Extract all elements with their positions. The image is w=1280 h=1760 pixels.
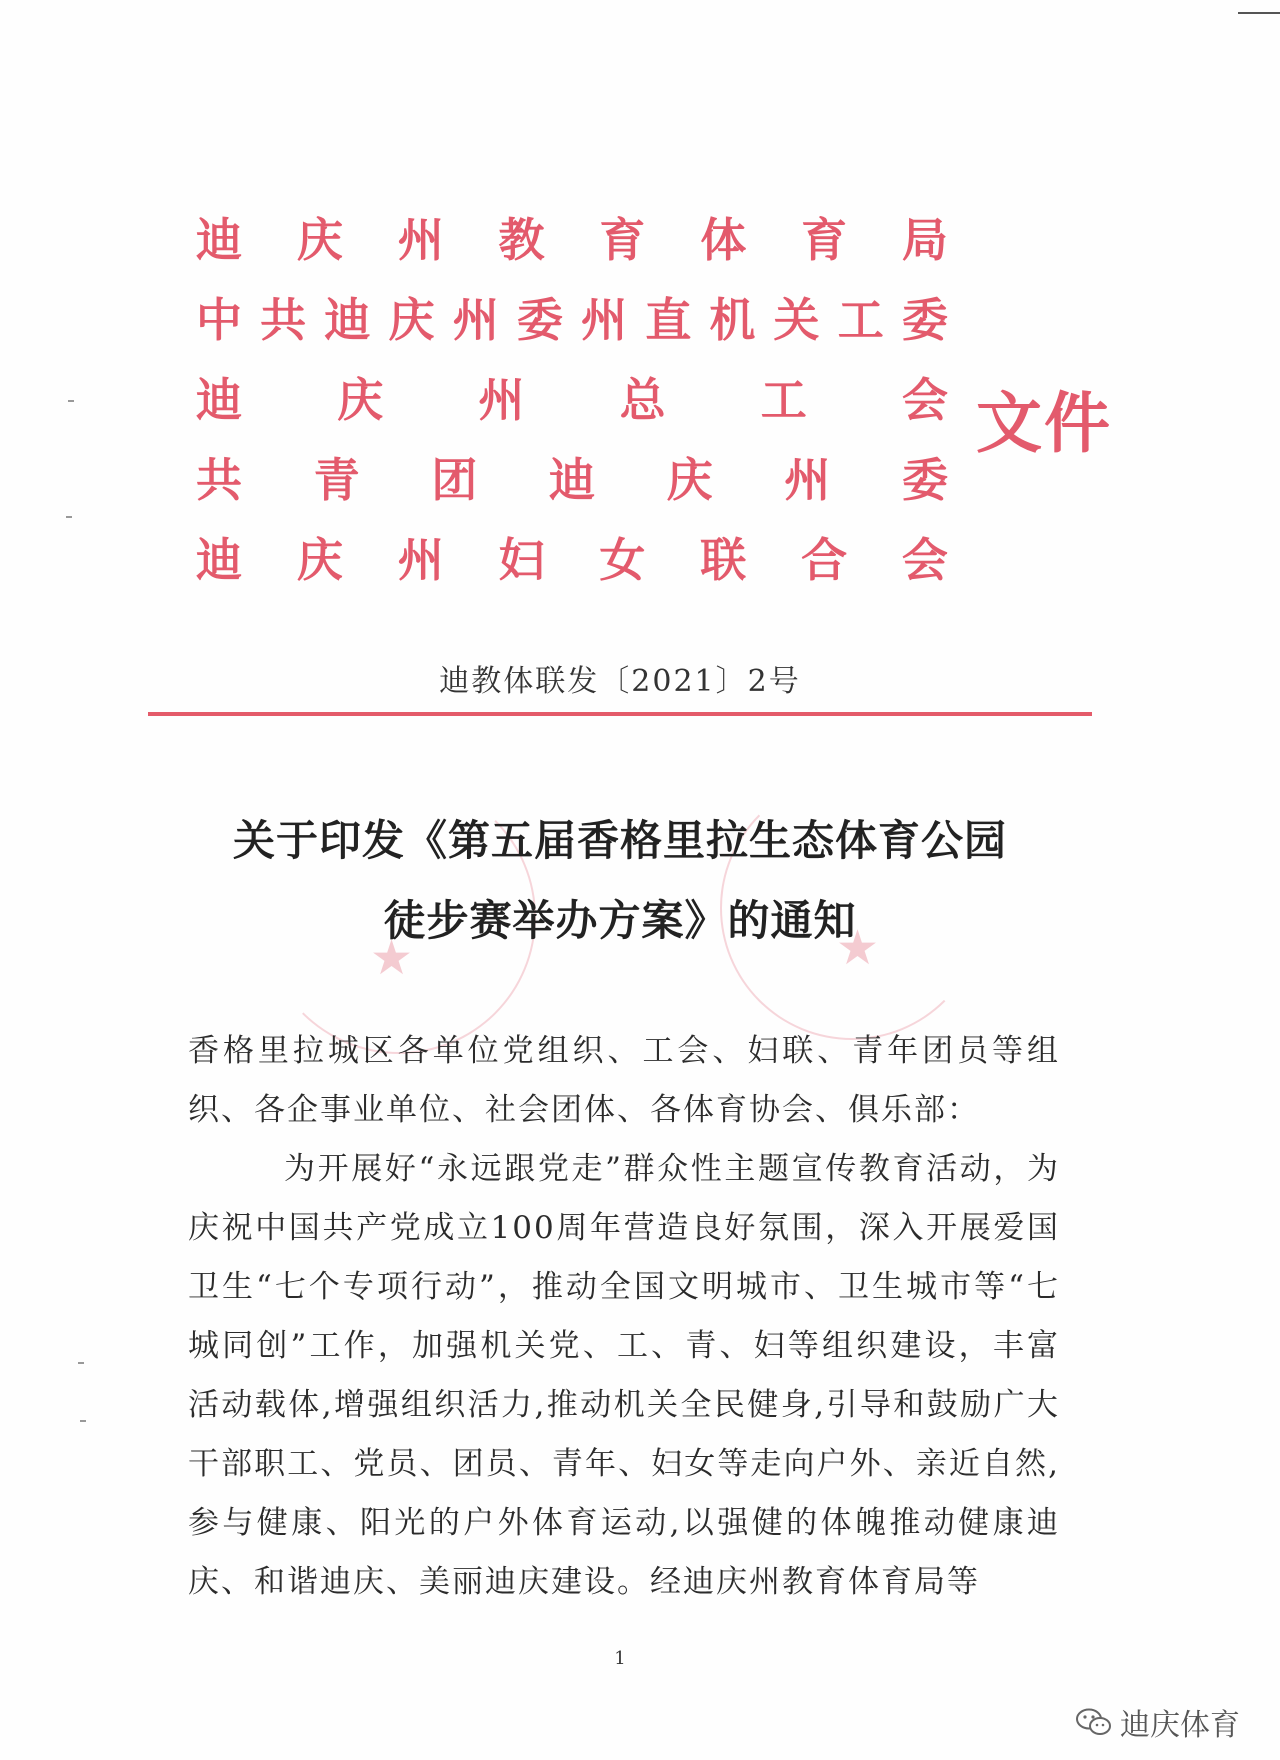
org-character: 关 [773,293,820,347]
org-character: 合 [801,533,848,587]
org-character: 庆 [388,293,435,347]
org-character: 州 [397,213,444,267]
document-type-label: 文件 [976,385,1112,462]
org-character: 委 [901,293,948,347]
org-character: 州 [581,293,628,347]
org-character: 州 [397,533,444,587]
org-character: 迪 [196,373,242,427]
org-character: 团 [431,453,478,507]
org-character: 共 [260,293,307,347]
source-watermark [1074,1700,1240,1744]
org-line [196,452,948,532]
org-character: 庆 [666,453,713,507]
org-character: 委 [901,453,948,507]
addressee-paragraph: 香格里拉城区各单位党组织、工会、妇联、青年团员等组织、各企事业单位、社会团体、各体育协会、俱乐部： [188,1033,1060,1128]
scan-corner-mark [1238,12,1280,14]
org-character: 共 [196,453,242,507]
wechat-icon [1074,1706,1114,1738]
scan-speck [80,1420,86,1422]
org-line [196,372,948,452]
org-character: 教 [498,213,545,267]
document-body [188,1022,1060,1612]
org-character: 州 [478,373,525,427]
org-character: 迪 [324,293,371,347]
org-character: 育 [599,213,646,267]
scan-speck [68,400,74,402]
watermark-text: 迪庆体育 [1120,1708,1240,1743]
org-character: 妇 [498,533,545,587]
org-character: 局 [901,213,948,267]
org-line [196,532,948,612]
org-character: 育 [801,213,848,267]
org-character: 州 [784,453,831,507]
seal-star-icon: ★ [370,930,414,986]
org-character: 庆 [296,533,343,587]
document-title-line-1: 关于印发《第五届香格里拉生态体育公园 [232,816,1007,865]
seal-star-icon: ★ [836,920,880,976]
org-character: 迪 [196,213,242,267]
org-character: 会 [901,373,948,427]
scan-speck [66,516,72,518]
org-character: 体 [700,213,747,267]
org-line [196,292,948,372]
org-character: 迪 [196,533,242,587]
org-character: 州 [452,293,499,347]
org-character: 庆 [296,213,343,267]
document-number: 迪教体联发〔2021〕2号 [439,664,801,699]
issuing-organizations [196,212,948,612]
org-character: 迪 [548,453,595,507]
org-character: 机 [709,293,756,347]
org-character: 联 [700,533,747,587]
org-character: 工 [837,293,884,347]
scan-speck [78,1362,84,1364]
org-line [196,212,948,292]
org-character: 会 [901,533,948,587]
org-character: 直 [645,293,692,347]
org-character: 工 [760,373,807,427]
org-character: 委 [516,293,563,347]
org-character: 青 [313,453,360,507]
main-paragraph: 为开展好“永远跟党走”群众性主题宣传教育活动，为庆祝中国共产党成立100周年营造良好氛围，深入开展爱国卫生“七个专项行动”，推动全国文明城市、卫生城市等“七城同创”工作，加强机关党、工、青、妇等组织建设，丰富活动载体,增强组织活力,推动机关全民健身,引导和鼓励广大干部职工、党员、团员、青年、妇女等走向户外、亲近自然,参与健康、阳光的户外体育运动,以强健的体魄推动健康迪庆、和谐迪庆、美丽迪庆建设。经迪庆州教育体育局等 [188,1151,1060,1600]
page-number: 1 [614,1648,626,1669]
org-character: 庆 [337,373,384,427]
org-character: 总 [619,373,666,427]
org-character: 中 [196,293,242,347]
document-title-line-2: 徒步赛举办方案》的通知 [383,896,857,945]
red-divider-line [148,712,1092,716]
org-character: 女 [599,533,646,587]
